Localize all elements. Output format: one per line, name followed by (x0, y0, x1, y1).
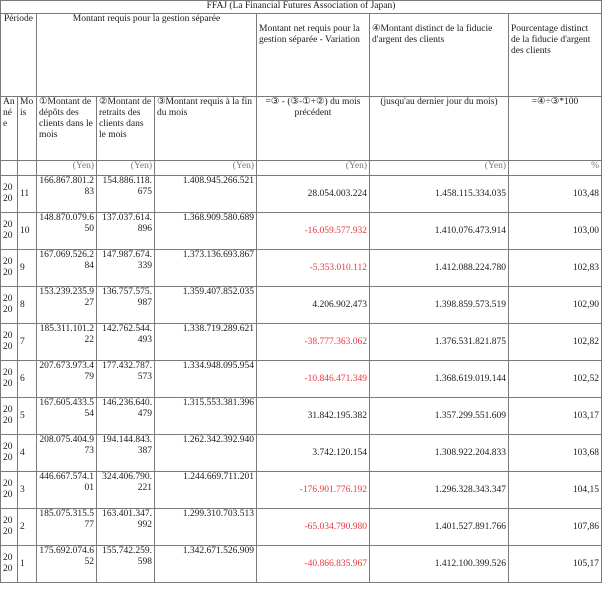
cell-deposits: 167.069.526.284 (37, 250, 97, 287)
cell-variation: 3.742.120.154 (257, 435, 370, 472)
cell-month: 8 (18, 287, 37, 324)
cell-deposits: 208.075.404.973 (37, 435, 97, 472)
header-withdrawals: ②Montant de retraits des clients dans le mois (97, 97, 155, 161)
header-period: Période (1, 14, 37, 97)
cell-variation: 28.054.003.224 (257, 176, 370, 213)
unit-required: (Yen) (155, 161, 257, 176)
cell-pct: 102,82 (509, 324, 602, 361)
header-last-day: (jusqu'au dernier jour du mois) (370, 97, 509, 161)
cell-year: 2020 (1, 398, 18, 435)
cell-withdrawals: 154.886.118.675 (97, 176, 155, 213)
cell-required: 1.299.310.703.513 (155, 509, 257, 546)
cell-distinct: 1.410.076.473.914 (370, 213, 509, 250)
cell-deposits: 148.870.079.650 (37, 213, 97, 250)
cell-month: 7 (18, 324, 37, 361)
cell-year: 2020 (1, 546, 18, 583)
cell-year: 2020 (1, 472, 18, 509)
header-formula-pct: =④÷③*100 (509, 97, 602, 161)
header-required-end: ③Montant requis à la fin du mois (155, 97, 257, 161)
cell-distinct: 1.368.619.019.144 (370, 361, 509, 398)
cell-distinct: 1.398.859.573.519 (370, 287, 509, 324)
cell-year: 2020 (1, 287, 18, 324)
header-net-variation: Montant net requis pour la gestion séparée - Variation (257, 14, 370, 97)
cell-variation: -65.034.790.980 (257, 509, 370, 546)
cell-distinct: 1.308.922.204.833 (370, 435, 509, 472)
table-row (1, 213, 602, 250)
unit-variation: (Yen) (257, 161, 370, 176)
cell-pct: 103,00 (509, 213, 602, 250)
cell-required: 1.334.948.095.954 (155, 361, 257, 398)
cell-month: 3 (18, 472, 37, 509)
cell-required: 1.408.945.266.521 (155, 176, 257, 213)
cell-variation: -5.353.010.112 (257, 250, 370, 287)
cell-deposits: 207.673.973.479 (37, 361, 97, 398)
cell-pct: 104,15 (509, 472, 602, 509)
cell-pct: 103,48 (509, 176, 602, 213)
cell-pct: 103,68 (509, 435, 602, 472)
cell-required: 1.342.671.526.909 (155, 546, 257, 583)
cell-month: 2 (18, 509, 37, 546)
cell-year: 2020 (1, 176, 18, 213)
cell-year: 2020 (1, 213, 18, 250)
cell-required: 1.338.719.289.621 (155, 324, 257, 361)
header-distinct-amount: ④Montant distinct de la fiducie d'argent des clients (370, 14, 509, 97)
cell-pct: 103,17 (509, 398, 602, 435)
unit-pct: % (509, 161, 602, 176)
cell-variation: -40.866.835.967 (257, 546, 370, 583)
cell-variation: -38.777.363.062 (257, 324, 370, 361)
cell-variation: 31.842.195.382 (257, 398, 370, 435)
cell-month: 10 (18, 213, 37, 250)
cell-distinct: 1.401.527.891.766 (370, 509, 509, 546)
table-row (1, 324, 602, 361)
unit-withdrawals: (Yen) (97, 161, 155, 176)
cell-month: 1 (18, 546, 37, 583)
cell-year: 2020 (1, 250, 18, 287)
cell-deposits: 153.239.235.927 (37, 287, 97, 324)
cell-month: 6 (18, 361, 37, 398)
cell-pct: 107,86 (509, 509, 602, 546)
table-row (1, 546, 602, 583)
cell-deposits: 167.605.433.554 (37, 398, 97, 435)
cell-withdrawals: 137.037.614.896 (97, 213, 155, 250)
cell-pct: 102,52 (509, 361, 602, 398)
cell-variation: -16.059.577.932 (257, 213, 370, 250)
cell-deposits: 185.075.315.577 (37, 509, 97, 546)
cell-variation: -176.901.776.192 (257, 472, 370, 509)
cell-month: 11 (18, 176, 37, 213)
header-amount-required: Montant requis pour la gestion séparée (37, 14, 257, 97)
cell-required: 1.373.136.693.867 (155, 250, 257, 287)
cell-distinct: 1.376.531.821.875 (370, 324, 509, 361)
cell-deposits: 446.667.574.101 (37, 472, 97, 509)
cell-withdrawals: 194.144.843.387 (97, 435, 155, 472)
cell-variation: 4.206.902.473 (257, 287, 370, 324)
cell-month: 9 (18, 250, 37, 287)
table-row (1, 250, 602, 287)
cell-year: 2020 (1, 435, 18, 472)
cell-deposits: 166.867.801.283 (37, 176, 97, 213)
cell-required: 1.368.909.580.689 (155, 213, 257, 250)
cell-month: 5 (18, 398, 37, 435)
cell-withdrawals: 177.432.787.573 (97, 361, 155, 398)
cell-withdrawals: 146.236.640.479 (97, 398, 155, 435)
cell-variation: -10.846.471.349 (257, 361, 370, 398)
cell-withdrawals: 136.757.575.987 (97, 287, 155, 324)
cell-deposits: 175.692.074.652 (37, 546, 97, 583)
header-formula-variation: =③ - (③-①+②) du mois précédent (257, 97, 370, 161)
cell-withdrawals: 147.987.674.339 (97, 250, 155, 287)
cell-required: 1.359.407.852.035 (155, 287, 257, 324)
cell-withdrawals: 324.406.790.221 (97, 472, 155, 509)
cell-year: 2020 (1, 361, 18, 398)
header-year: Année (1, 97, 18, 161)
table-row (1, 361, 602, 398)
cell-year: 2020 (1, 509, 18, 546)
table-row (1, 435, 602, 472)
cell-pct: 105,17 (509, 546, 602, 583)
cell-distinct: 1.357.299.551.609 (370, 398, 509, 435)
cell-pct: 102,90 (509, 287, 602, 324)
cell-year: 2020 (1, 324, 18, 361)
cell-distinct: 1.296.328.343.347 (370, 472, 509, 509)
table-row (1, 472, 602, 509)
table-row (1, 398, 602, 435)
unit-distinct: (Yen) (370, 161, 509, 176)
cell-required: 1.262.342.392.940 (155, 435, 257, 472)
cell-month: 4 (18, 435, 37, 472)
header-deposits: ①Montant de dépôts des clients dans le mois (37, 97, 97, 161)
table-title: FFAJ (La Financial Futures Association of Japan) (1, 1, 602, 14)
cell-withdrawals: 142.762.544.493 (97, 324, 155, 361)
cell-withdrawals: 155.742.259.598 (97, 546, 155, 583)
cell-required: 1.244.669.711.201 (155, 472, 257, 509)
cell-withdrawals: 163.401.347.992 (97, 509, 155, 546)
unit-deposits: (Yen) (37, 161, 97, 176)
cell-distinct: 1.458.115.334.035 (370, 176, 509, 213)
table-row (1, 287, 602, 324)
cell-deposits: 185.311.101.222 (37, 324, 97, 361)
cell-distinct: 1.412.100.399.526 (370, 546, 509, 583)
header-month: Mois (18, 97, 37, 161)
header-distinct-pct: Pourcentage distinct de la fiducie d'argent des clients (509, 14, 602, 97)
cell-required: 1.315.553.381.396 (155, 398, 257, 435)
cell-pct: 102,83 (509, 250, 602, 287)
cell-distinct: 1.412.088.224.780 (370, 250, 509, 287)
table-row (1, 176, 602, 213)
table-row (1, 509, 602, 546)
